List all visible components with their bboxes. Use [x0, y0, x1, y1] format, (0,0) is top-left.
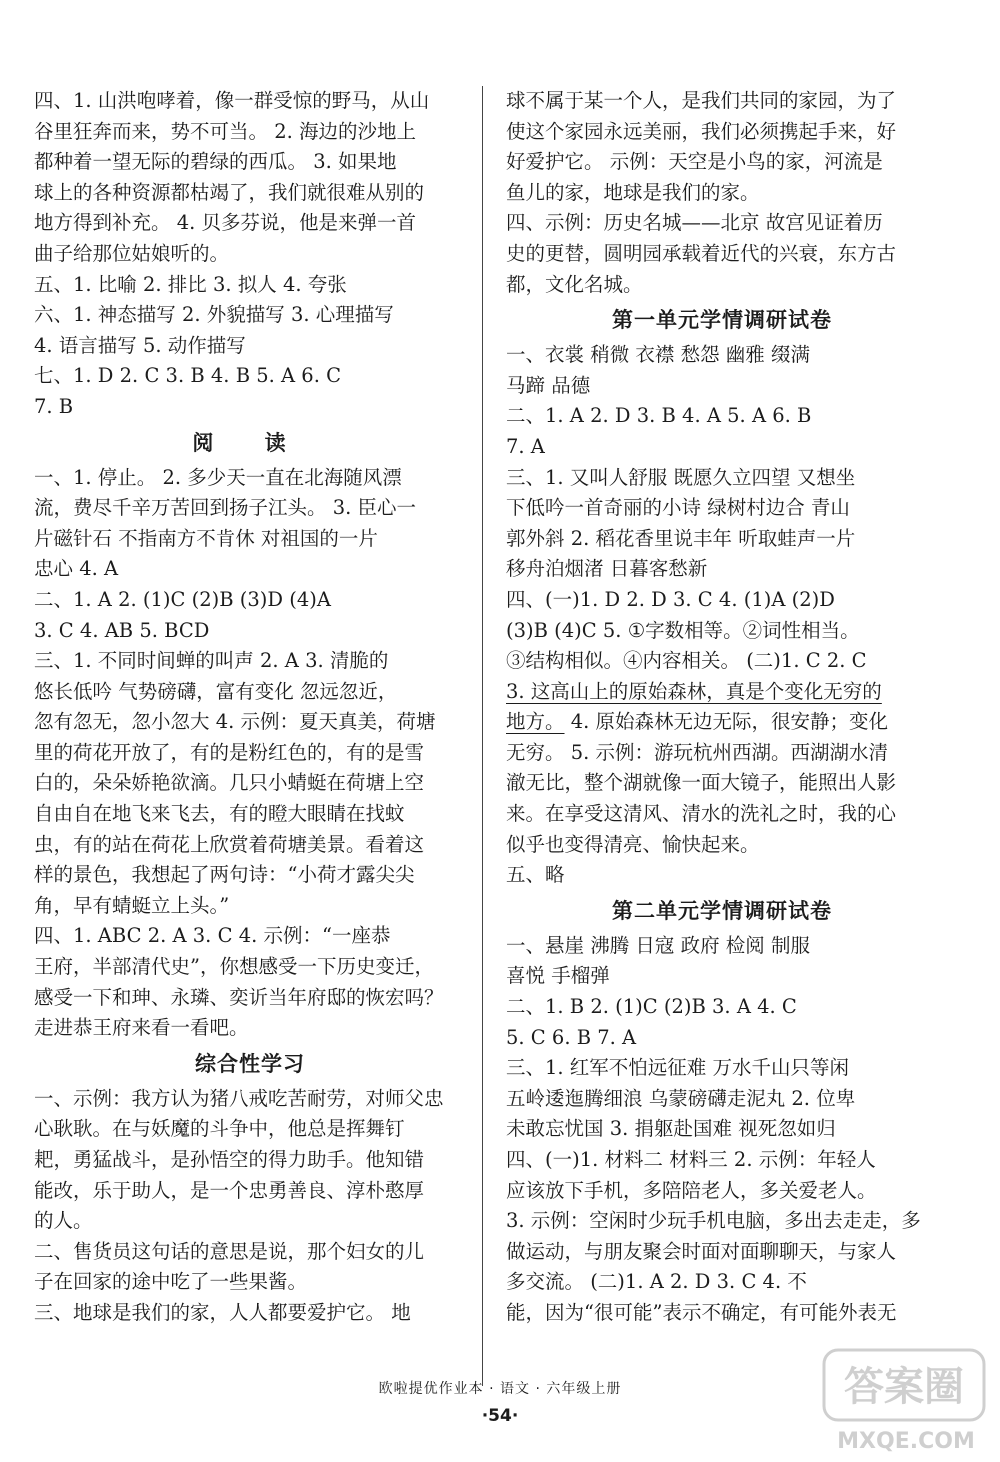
text-line: 做运动，与朋友聚会时面对面聊聊天，与家人: [506, 1239, 897, 1263]
text-line: 来。在享受这清风、清水的洗礼之时，我的心: [506, 802, 897, 826]
text-line: 王府，半部清代史”，你想感受一下历史变迁，: [34, 955, 434, 979]
text-line: 四、(一)1. D 2. D 3. C 4. (1)A (2)D: [506, 587, 835, 611]
text-line: 一、衣裳 稍微 衣襟 愁怨 幽雅 缀满: [506, 343, 810, 367]
text-line: [506, 707, 938, 738]
text-line: 七、1. D 2. C 3. B 4. B 5. A 6. C: [34, 364, 342, 388]
text-line: 忠心 4. A: [34, 557, 119, 581]
text-line: 三、1. 不同时间蝉的叫声 2. A 3. 清脆的: [34, 649, 389, 673]
text-line: ③结构相似。④内容相关。 (二)1. C 2. C: [506, 649, 867, 673]
text-line: 7. B: [34, 394, 74, 418]
text-line: 移舟泊烟渚 日暮客愁新: [506, 557, 708, 581]
text-line: 马蹄 品德: [506, 373, 591, 397]
text-line: 谷里狂奔而来，势不可当。 2. 海边的沙地上: [34, 119, 417, 143]
text-line: 四、示例：历史名城——北京 故宫见证着历: [506, 211, 883, 235]
text-line: 未敢忘忧国 3. 捐躯赴国难 视死忽如归: [506, 1117, 836, 1141]
watermark-logo: [820, 1344, 990, 1456]
text-line: 二、售货员这句话的意思是说，那个妇女的儿: [34, 1239, 425, 1263]
text-line: 好爱护它。 示例：天空是小鸟的家，河流是: [506, 150, 883, 174]
text-line: 忽有忽无，忽小忽大 4. 示例：夏天真美，荷塘: [34, 710, 436, 734]
page-number: ·54·: [481, 1406, 519, 1426]
text-line: 喜悦 手榴弹: [506, 964, 610, 988]
text-line: 二、1. B 2. (1)C (2)B 3. A 4. C: [506, 995, 797, 1019]
text-line: 一、悬崖 沸腾 日寇 政府 检阅 制服: [506, 933, 810, 957]
section-heading-reading: 阅 读: [192, 430, 308, 455]
answer-block: [506, 931, 938, 1329]
text-line: 曲子给那位姑娘听的。: [34, 241, 230, 265]
text-line: 都，文化名城。: [506, 272, 643, 296]
text-line: 虫，有的站在荷花上欣赏着荷塘美景。看着这: [34, 832, 425, 856]
underlined-answer-line: 3. 这高山上的原始森林，真是个变化无穷的: [506, 679, 882, 703]
text-line: 四、1. ABC 2. A 3. C 4. 示例：“一座恭: [34, 924, 391, 948]
text-line: 四、1. 山洪咆哮着，像一群受惊的野马，从山: [34, 89, 430, 112]
watermark-text: 答案圈: [844, 1364, 964, 1410]
text-line: 角，早有蜻蜓立上头。”: [34, 893, 230, 917]
text-line: 三、1. 红军不怕远征难 万水千山只等闲: [506, 1056, 850, 1080]
section-heading-comprehensive: 综合性学习: [195, 1051, 305, 1076]
text-line: 5. C 6. B 7. A: [506, 1025, 637, 1049]
answer-block: [34, 463, 466, 1044]
text-line: 流，费尽千辛万苦回到扬子江头。 3. 臣心一: [34, 496, 417, 520]
text-line: 三、地球是我们的家，人人都要爱护它。 地: [34, 1300, 411, 1324]
text-line: 多交流。 (二)1. A 2. D 3. C 4. 不: [506, 1270, 807, 1294]
text-line: 应该放下手机，多陪陪老人，多关爱老人。: [506, 1178, 877, 1202]
answer-block: [506, 340, 938, 891]
text-line: 能改，乐于助人，是一个忠勇善良、淳朴憨厚: [34, 1178, 425, 1202]
text-line: 自由自在地飞来飞去，有的瞪大眼睛在找蚊: [34, 802, 405, 826]
column-divider: [482, 86, 483, 1386]
text-line: 六、1. 神态描写 2. 外貌描写 3. 心理描写: [34, 303, 394, 327]
text-line: 能，因为“很可能”表示不确定，有可能外表无: [506, 1300, 897, 1324]
text-line: 7. A: [506, 434, 545, 458]
text-line: 地方得到补充。 4. 贝多芬说，他是来弹一首: [34, 211, 417, 235]
underlined-answer-fragment: 地方。: [506, 710, 565, 734]
text-line: 史的更替，圆明园承载着近代的兴衰，东方古: [506, 241, 897, 265]
section-heading-unit2: 第二单元学情调研试卷: [612, 898, 832, 923]
text-line: 一、1. 停止。 2. 多少天一直在北海随风漂: [34, 465, 402, 489]
text-line: 3. 示例：空闲时少玩手机电脑，多出去走走，多: [506, 1209, 921, 1233]
text-line: 白的，朵朵娇艳欲滴。几只小蜻蜓在荷塘上空: [34, 771, 425, 795]
left-column: [34, 86, 466, 1329]
text-line: 里的荷花开放了，有的是粉红色的，有的是雪: [34, 740, 425, 764]
text-line: 二、1. A 2. D 3. B 4. A 5. A 6. B: [506, 404, 812, 428]
section-heading-unit1: 第一单元学情调研试卷: [612, 308, 832, 333]
answer-block: [34, 1084, 466, 1329]
text-fragment: 4. 原始森林无边无际，很安静；变化: [564, 710, 889, 734]
text-line: 4. 语言描写 5. 动作描写: [34, 333, 246, 357]
text-line: 似乎也变得清亮、愉快起来。: [506, 832, 760, 856]
text-line: 三、1. 又叫人舒服 既愿久立四望 又想坐: [506, 465, 856, 489]
answer-block: [34, 86, 466, 423]
text-line: 3. C 4. AB 5. BCD: [34, 618, 210, 642]
text-line: 五、略: [506, 863, 565, 887]
text-line: 鱼儿的家，地球是我们的家。: [506, 180, 760, 204]
text-line: 样的景色，我想起了两句诗：“小荷才露尖尖: [34, 863, 415, 887]
text-line: 五、1. 比喻 2. 排比 3. 拟人 4. 夸张: [34, 272, 347, 296]
text-line: 走进恭王府来看一看吧。: [34, 1016, 249, 1040]
text-line: (3)B (4)C 5. ①字数相等。②词性相当。: [506, 618, 860, 642]
text-line: 使这个家园永远美丽，我们必须携起手来，好: [506, 119, 897, 143]
text-line: 心耿耿。在与妖魔的斗争中，他总是挥舞钉: [34, 1117, 405, 1141]
text-line: 耙，勇猛战斗，是孙悟空的得力助手。他知错: [34, 1148, 425, 1171]
text-line: 片磁针石 不指南方不肯休 对祖国的一片: [34, 526, 378, 550]
text-line: 一、示例：我方认为猪八戒吃苦耐劳，对师父忠: [34, 1086, 444, 1110]
answer-block: [506, 86, 938, 300]
text-line: 都种着一望无际的碧绿的西瓜。 3. 如果地: [34, 150, 397, 174]
text-line: 感受一下和珅、永璘、奕䜣当年府邸的恢宏吗？: [34, 985, 444, 1009]
text-line: 下低吟一首奇丽的小诗 绿树村边合 青山: [506, 496, 850, 520]
text-line: 球上的各种资源都枯竭了，我们就很难从别的: [34, 180, 425, 204]
text-line: 郭外斜 2. 稻花香里说丰年 听取蛙声一片: [506, 526, 856, 550]
text-line: 无穷。 5. 示例：游玩杭州西湖。西湖湖水清: [506, 740, 889, 764]
text-line: 球不属于某一个人，是我们共同的家园，为了: [506, 89, 897, 112]
text-line: 的人。: [34, 1209, 93, 1233]
text-line: 二、1. A 2. (1)C (2)B (3)D (4)A: [34, 587, 331, 611]
watermark-site: MXQE.COM: [837, 1429, 975, 1454]
text-line: 五岭逶迤腾细浪 乌蒙磅礴走泥丸 2. 位卑: [506, 1086, 856, 1110]
text-line: 澈无比，整个湖就像一面大镜子，能照出人影: [506, 771, 897, 795]
text-line: 悠长低吟 气势磅礴，富有变化 忽远忽近，: [34, 679, 398, 703]
book-title: 欧啦提优作业本 · 语文 · 六年级上册: [378, 1381, 622, 1397]
text-line: 子在回家的途中吃了一些果酱。: [34, 1270, 308, 1294]
text-line: 四、(一)1. 材料二 材料三 2. 示例：年轻人: [506, 1148, 876, 1171]
right-column: [506, 86, 938, 1329]
